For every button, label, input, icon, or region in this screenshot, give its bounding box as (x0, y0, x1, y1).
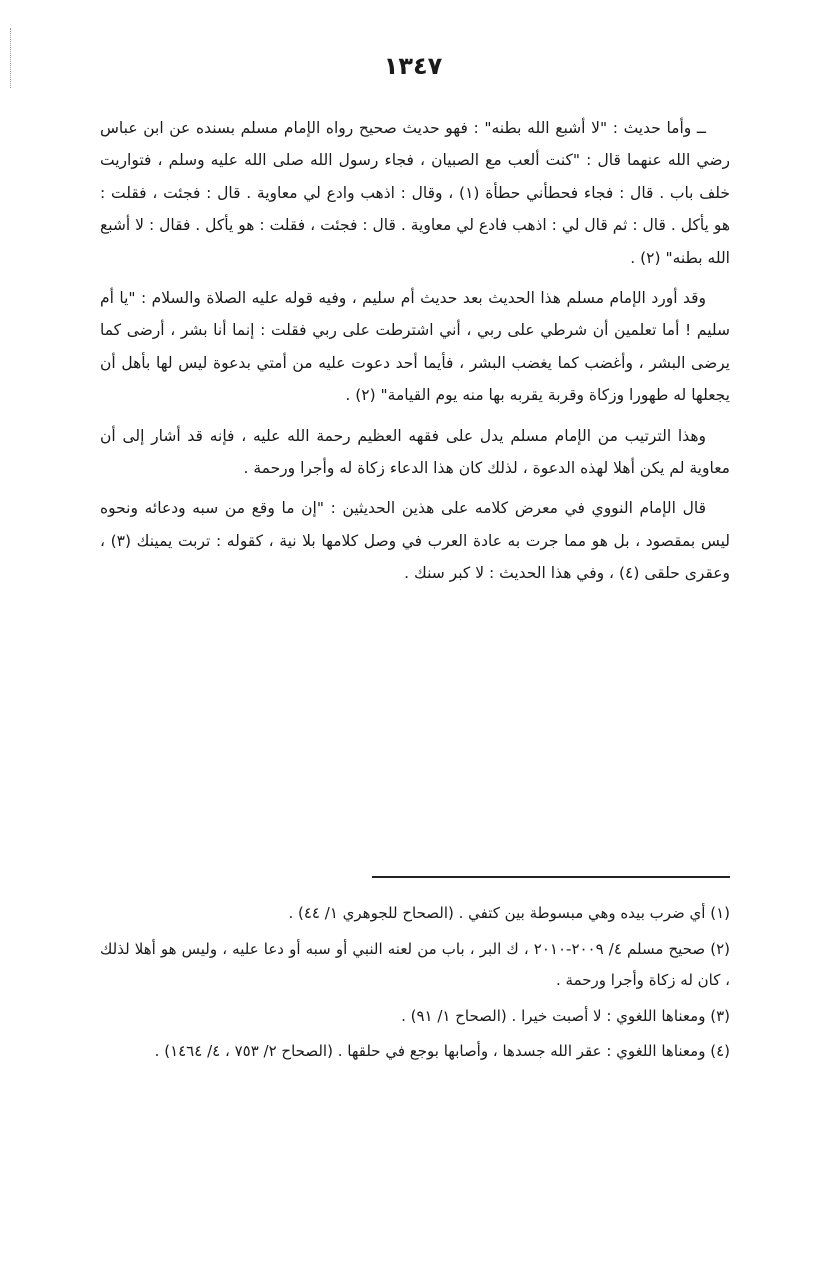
footnotes (100, 898, 730, 1072)
footnote-1: (١) أي ضرب بيده وهي مبسوطة بين كتفي . (الصحاح للجوهري ١/ ٤٤) . (288, 904, 730, 922)
paragraph-muslim-order: وهذا الترتيب من الإمام مسلم يدل على فقهه العظيم رحمة الله عليه ، فإنه قد أشار إلى أن معاوية لم يكن أهلا لهذه الدعوة ، لذلك كان هذا الدعاء زكاة له وأجرا ورحمة . (100, 426, 730, 478)
footnote-4: (٤) ومعناها اللغوي : عقر الله جسدها ، وأصابها بوجع في حلقها . (الصحاح ٢/ ٧٥٣ ، ٤/ ١٤٦٤) . (154, 1042, 730, 1060)
main-text (100, 112, 730, 590)
footnote-2: (٢) صحيح مسلم ٤/ ٢٠٠٩-٢٠١٠ ، ك البر ، باب من لعنه النبي أو سبه أو دعا عليه ، وليس هو أهلا لذلك ، كان له زكاة وأجرا ورحمة . (100, 939, 730, 989)
footnote-3: (٣) ومعناها اللغوي : لا أصبت خيرا . (الصحاح ١/ ٩١) . (401, 1006, 730, 1025)
paragraph-hadith-intro: ــ وأما حديث : "لا أشبع الله بطنه" : فهو حديث صحيح رواه الإمام مسلم بسنده عن ابن عباس رضي الله عنهما قال : "كنت ألعب مع الصبيان ، فجاء رسول الله صلى الله عليه وسلم ، فتواريت خلف باب . قال : فجاء فحطأني حطأة (١) ، وقال : اذهب وادع لي معاوية . قال : فجئت ، فقلت : هو يأكل . قال : ثم قال لي : اذهب فادع لي معاوية . قال : فجئت ، فقلت : هو يأكل . فقال : لا أشبع الله بطنه" (٢) . (100, 119, 731, 267)
page-number: ١٣٤٧ (383, 52, 443, 80)
footnote-separator (372, 876, 730, 878)
paragraph-umm-sulaym: وقد أورد الإمام مسلم هذا الحديث بعد حديث أم سليم ، وفيه قوله عليه الصلاة والسلام : "يا أم سليم ! أما تعلمين أن شرطي على ربي ، أني اشترطت على ربي فقلت : إنما أنا بشر ، أرضى كما يرضى البشر ، وأغضب كما يغضب البشر ، فأيما أحد دعوت عليه من أمتي بدعوة ليس لها بأهل أن يجعلها له طهورا وزكاة وقربة يقربه بها منه يوم القيامة" (٢) . (100, 289, 730, 405)
paragraph-nawawi: قال الإمام النووي في معرض كلامه على هذين الحديثين : "إن ما وقع من سبه ودعائه ونحوه ليس بمقصود ، بل هو مما جرت به عادة العرب في وصل كلامها بلا نية ، كقوله : تربت يمينك (٣) ، وعقرى حلقى (٤) ، وفي هذا الحديث : لا كبر سنك . (100, 499, 731, 583)
